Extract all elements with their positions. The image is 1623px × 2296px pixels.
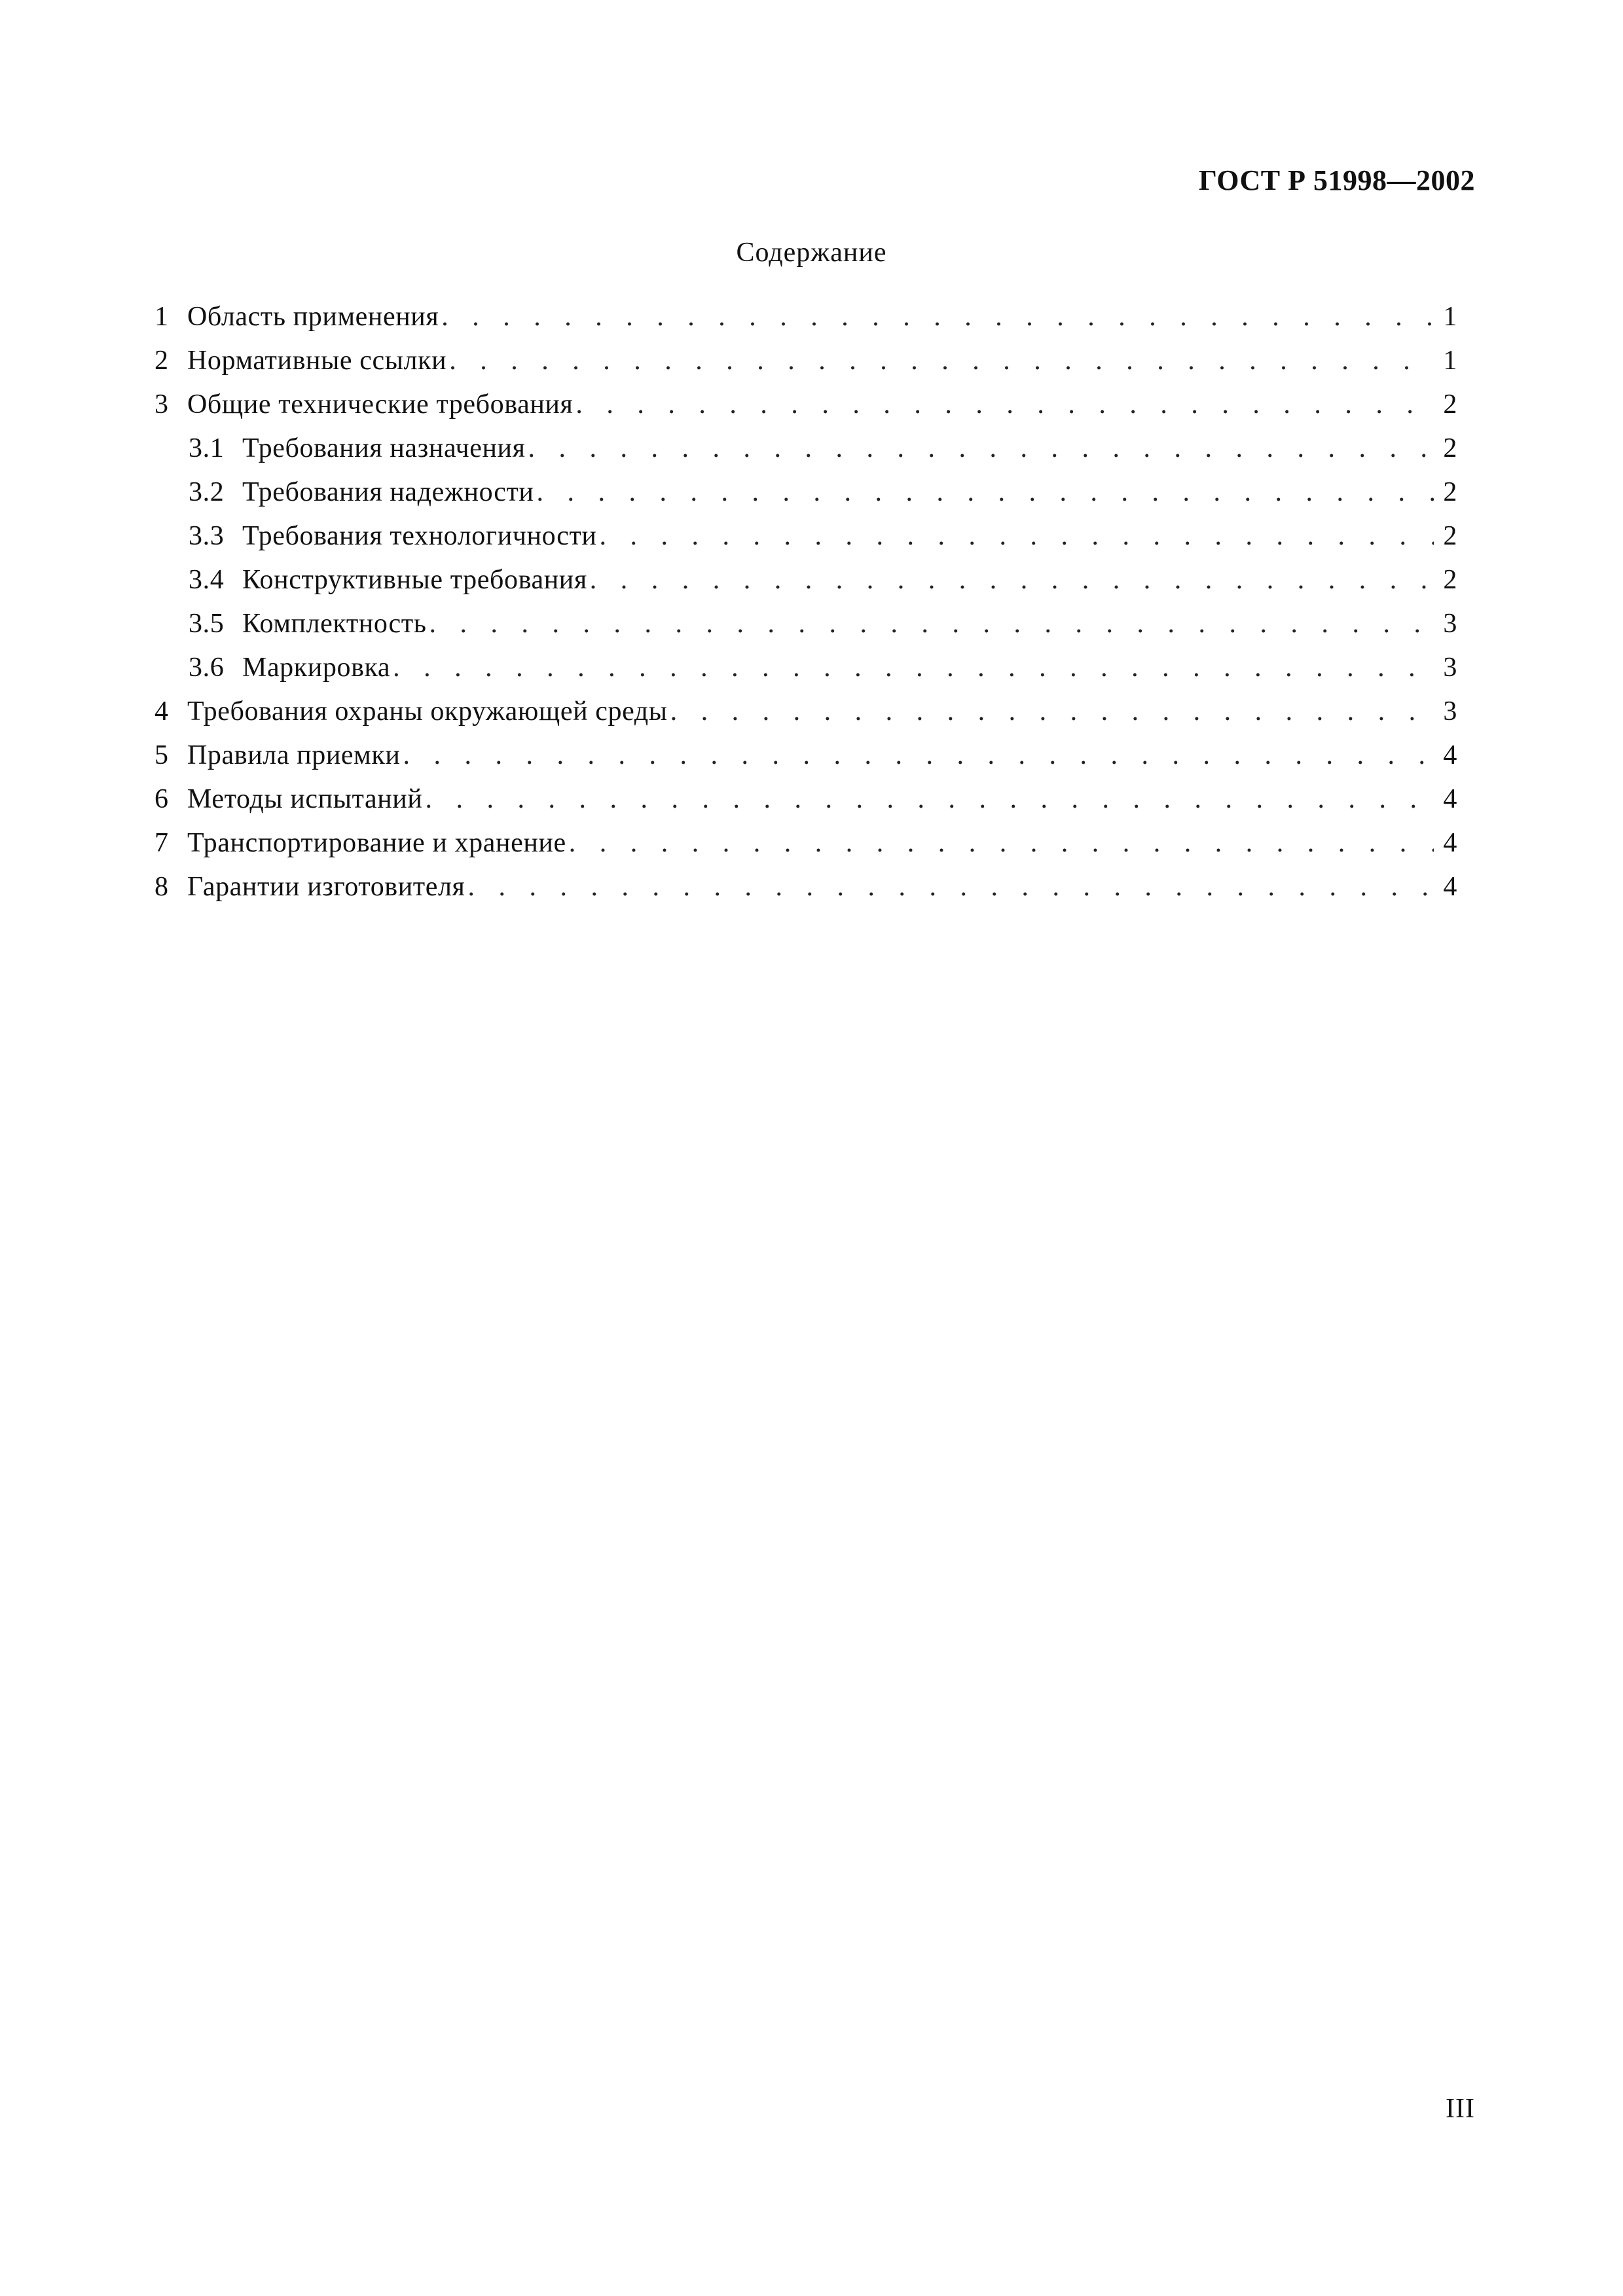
toc-entry-title: Методы испытаний (187, 784, 423, 814)
toc-entry-title: Требования назначения (242, 433, 526, 463)
toc-subentry[interactable] (155, 476, 1457, 520)
toc-entry[interactable] (155, 696, 1457, 740)
toc-entry-page: 2 (1443, 565, 1457, 595)
dot-leader (528, 433, 1434, 464)
toc-entry-page: 1 (1443, 346, 1457, 376)
toc-entry[interactable] (155, 740, 1457, 783)
toc-entry[interactable] (155, 345, 1457, 389)
toc-entry-number: 8 (155, 872, 169, 902)
toc-entry-page: 3 (1443, 609, 1457, 639)
toc-entry-title: Конструктивные требования (242, 565, 587, 595)
toc-entry-page: 2 (1443, 433, 1457, 463)
page-number: III (1446, 2094, 1475, 2124)
toc-entry-title: Общие технические требования (187, 389, 574, 420)
toc-entry-number: 3.6 (189, 653, 225, 683)
toc-entry-page: 4 (1443, 740, 1457, 770)
toc-entry-number: 3.3 (189, 521, 225, 551)
toc-entry-number: 6 (155, 784, 169, 814)
toc-entry-title: Гарантии изготовителя (187, 872, 465, 902)
toc-entry-title: Требования надежности (242, 477, 534, 507)
toc-entry-title: Требования охраны окружающей среды (187, 696, 668, 726)
toc-entry-title: Транспортирование и хранение (187, 828, 566, 858)
toc-entry[interactable] (155, 871, 1457, 915)
dot-leader (393, 652, 1434, 683)
toc-entry-number: 3.4 (189, 565, 225, 595)
toc-entry-number: 4 (155, 696, 169, 726)
toc-entry-title: Маркировка (242, 653, 391, 683)
toc-entry-title: Требования технологичности (242, 521, 597, 551)
toc-entry-number: 3.5 (189, 609, 225, 639)
dot-leader (590, 564, 1434, 596)
toc-subentry[interactable] (155, 520, 1457, 564)
toc-entry[interactable] (155, 389, 1457, 433)
toc-subentry[interactable] (155, 608, 1457, 652)
toc-entry-page: 3 (1443, 696, 1457, 726)
toc-entry[interactable] (155, 827, 1457, 871)
toc-entry-number: 1 (155, 302, 169, 332)
toc-entry-title: Нормативные ссылки (187, 346, 447, 376)
toc-entry-page: 1 (1443, 302, 1457, 332)
toc-entry-title: Правила приемки (187, 740, 401, 770)
dot-leader (467, 871, 1434, 903)
toc-entry-page: 2 (1443, 521, 1457, 551)
toc-entry-number: 3.2 (189, 477, 225, 507)
toc-entry-page: 3 (1443, 653, 1457, 683)
dot-leader (670, 696, 1434, 727)
dot-leader (403, 740, 1434, 771)
dot-leader (575, 389, 1434, 420)
toc-subentry[interactable] (155, 652, 1457, 696)
toc-entry-number: 3.1 (189, 433, 225, 463)
toc-entry[interactable] (155, 301, 1457, 345)
toc-entry-number: 2 (155, 346, 169, 376)
dot-leader (425, 783, 1434, 815)
table-of-contents (155, 301, 1457, 915)
dot-leader (600, 520, 1434, 552)
document-code: ГОСТ Р 51998—2002 (1198, 164, 1475, 196)
toc-entry-number: 5 (155, 740, 169, 770)
dot-leader (441, 301, 1434, 332)
toc-title: Содержание (736, 238, 887, 268)
toc-entry-page: 2 (1443, 389, 1457, 420)
toc-subentry[interactable] (155, 564, 1457, 608)
toc-entry-page: 4 (1443, 872, 1457, 902)
toc-entry-page: 2 (1443, 477, 1457, 507)
dot-leader (537, 476, 1434, 508)
dot-leader (429, 608, 1434, 639)
toc-entry-number: 3 (155, 389, 169, 420)
toc-subentry[interactable] (155, 433, 1457, 476)
toc-entry-page: 4 (1443, 784, 1457, 814)
toc-entry[interactable] (155, 783, 1457, 827)
dot-leader (449, 345, 1434, 376)
toc-entry-title: Область применения (187, 302, 439, 332)
dot-leader (569, 827, 1434, 859)
toc-entry-page: 4 (1443, 828, 1457, 858)
toc-entry-number: 7 (155, 828, 169, 858)
toc-entry-title: Комплектность (242, 609, 427, 639)
